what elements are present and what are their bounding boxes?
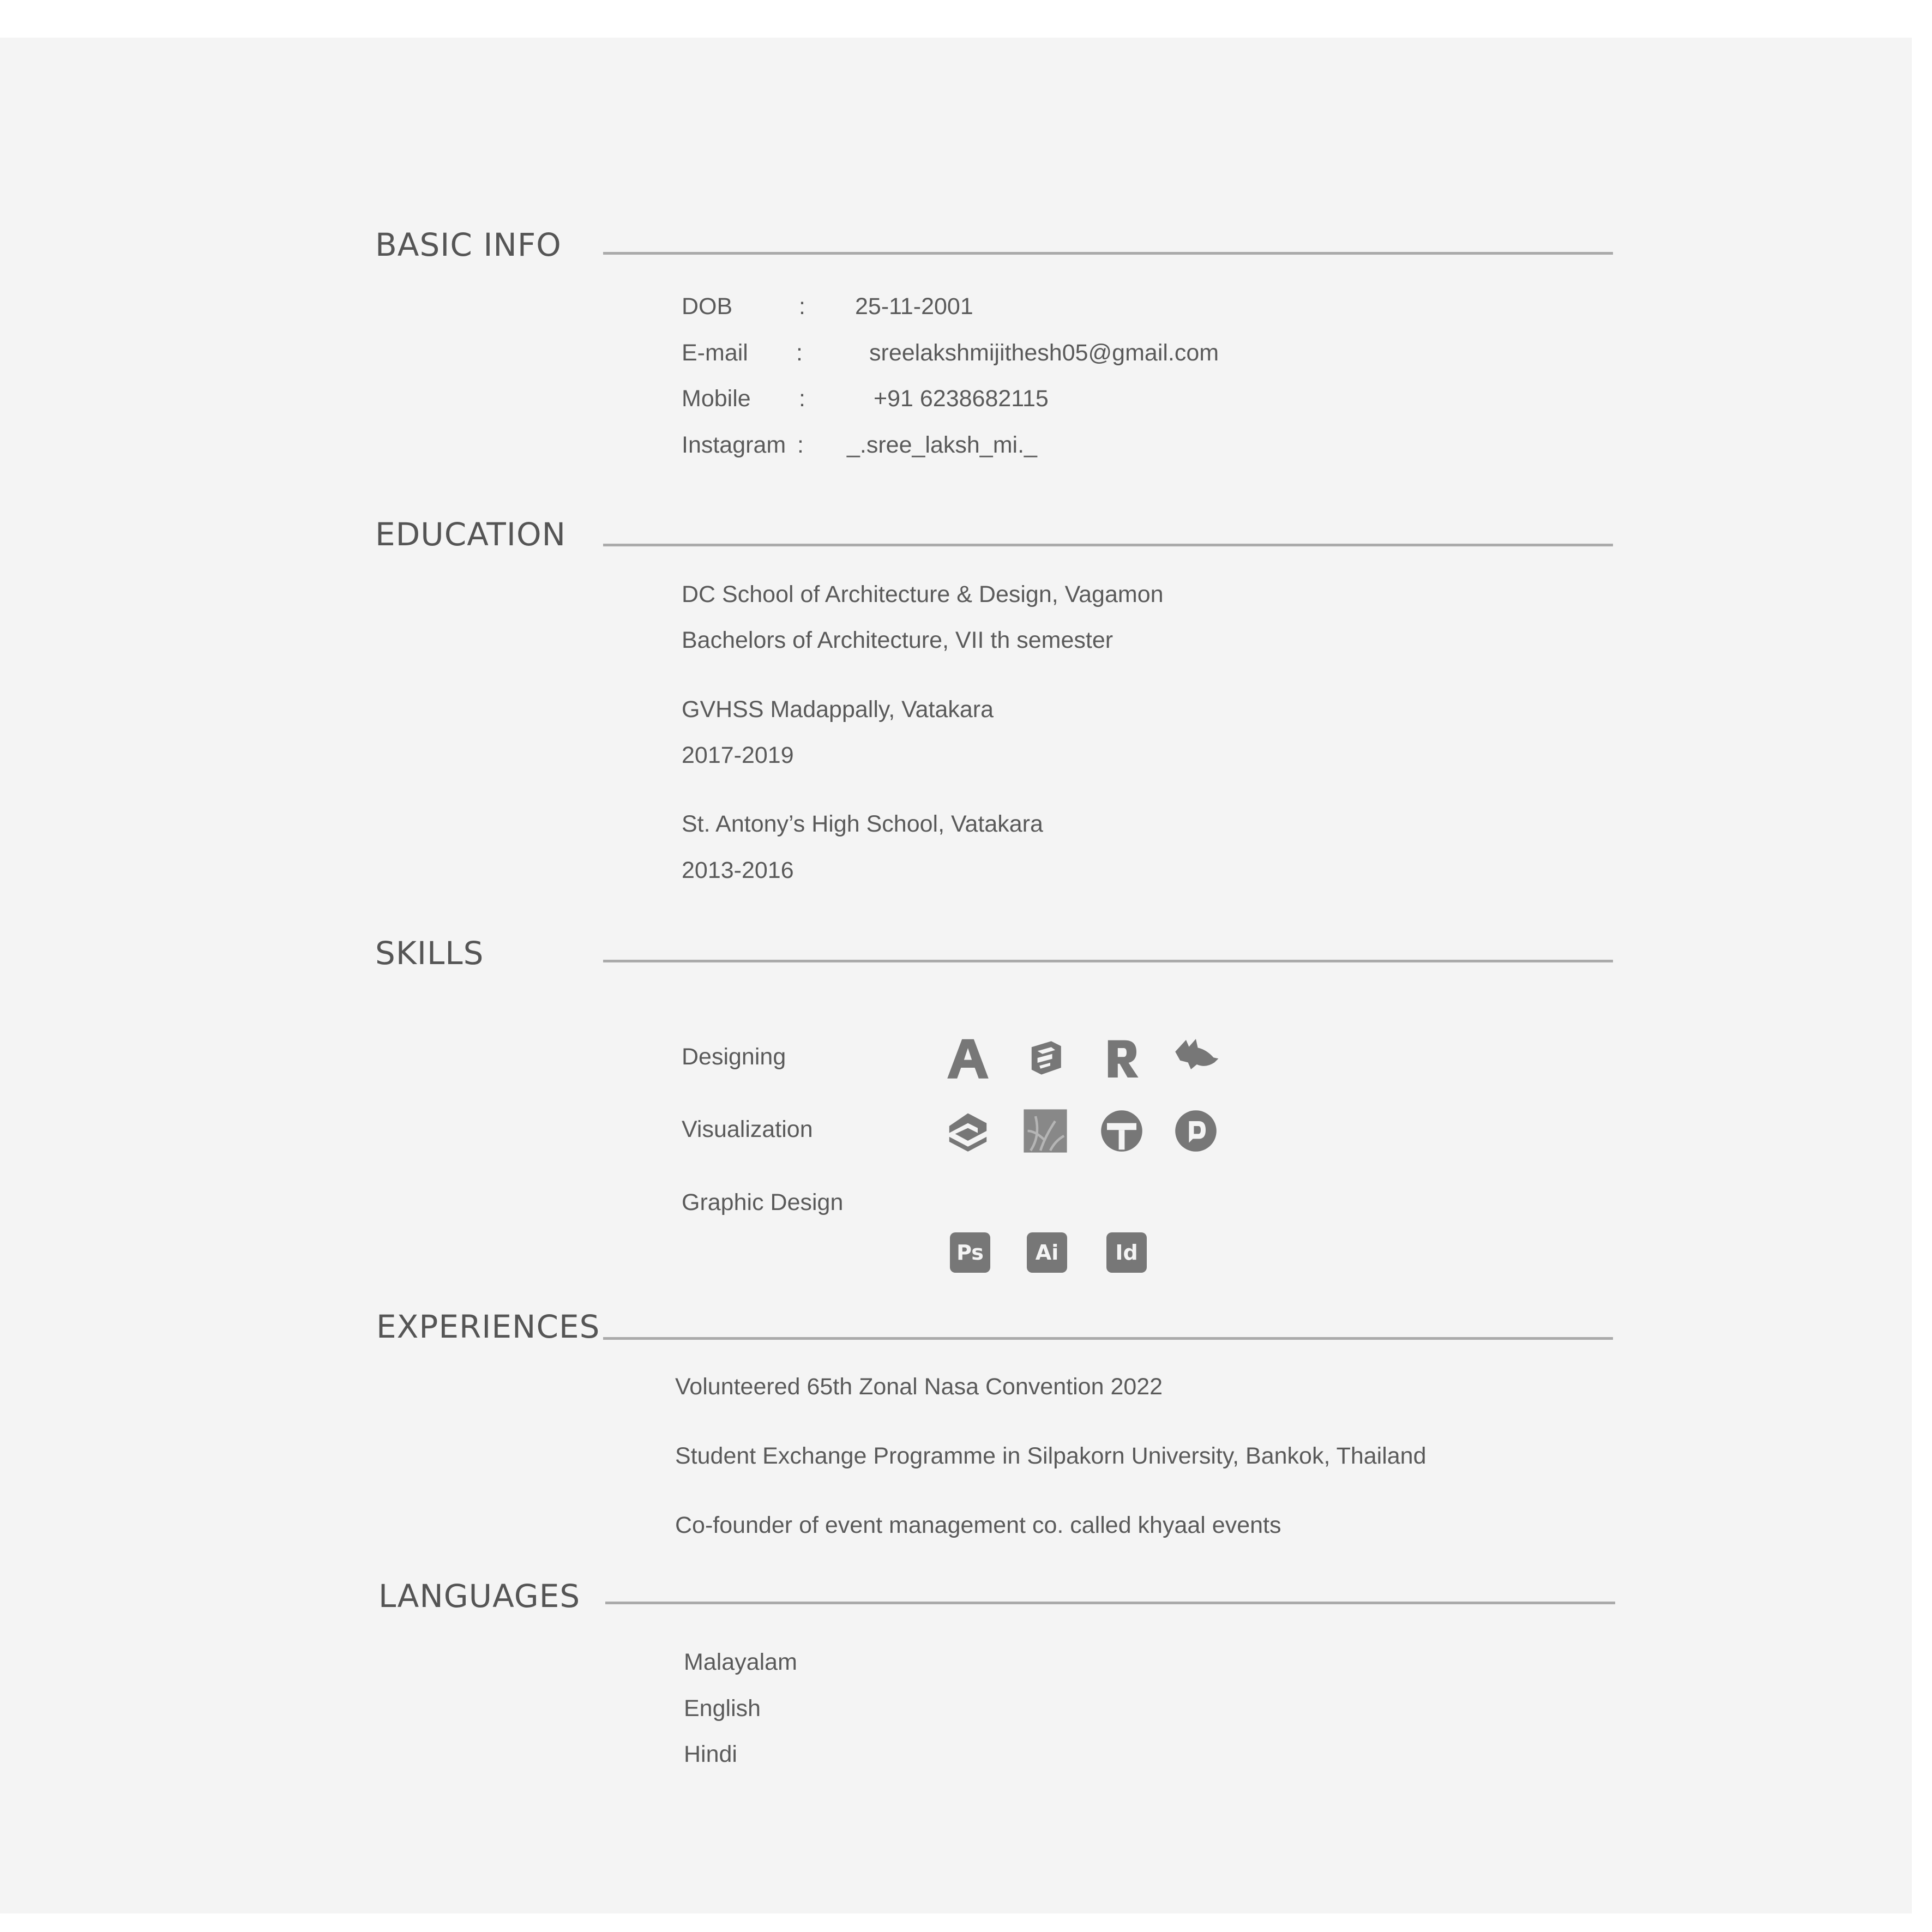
- resume-card: [0, 38, 1912, 1913]
- illustrator-icon: Ai: [1027, 1232, 1067, 1273]
- email-value[interactable]: sreelakshmijithesh05@gmail.com: [869, 340, 1219, 366]
- education-detail: Bachelors of Architecture, VII th semester: [682, 627, 1114, 653]
- photoshop-icon: Ps: [950, 1232, 990, 1273]
- experience-item: Co-founder of event management co. called khyaal events: [675, 1512, 1281, 1538]
- email-label: E-mail: [682, 340, 748, 366]
- autocad-icon: [943, 1033, 992, 1082]
- mobile-value[interactable]: +91 6238682115: [874, 386, 1049, 412]
- experience-item: Student Exchange Programme in Silpakorn University, Bankok, Thailand: [675, 1443, 1427, 1469]
- instagram-separator: :: [797, 432, 804, 458]
- experiences-title: EXPERIENCES: [376, 1308, 600, 1345]
- mobile-label: Mobile: [682, 386, 751, 412]
- indesign-icon: Id: [1106, 1232, 1147, 1273]
- skill-label-visualization: Visualization: [682, 1116, 813, 1142]
- education-school: GVHSS Madappally, Vatakara: [682, 696, 994, 723]
- dob-label: DOB: [682, 293, 733, 320]
- education-detail: 2017-2019: [682, 742, 794, 768]
- lumion-icon: [1021, 1106, 1070, 1155]
- experience-item: Volunteered 65th Zonal Nasa Convention 2022: [675, 1374, 1163, 1400]
- education-detail: 2013-2016: [682, 857, 794, 883]
- rhino-icon: [1171, 1030, 1220, 1079]
- instagram-value[interactable]: _.sree_laksh_mi._: [847, 432, 1037, 458]
- language-item: Hindi: [684, 1741, 737, 1767]
- experiences-rule: [603, 1337, 1613, 1340]
- skill-label-graphic-design: Graphic Design: [682, 1189, 844, 1215]
- twinmotion-icon: [1097, 1106, 1146, 1155]
- instagram-label: Instagram: [682, 432, 786, 458]
- languages-title: LANGUAGES: [378, 1578, 581, 1615]
- enscape-icon: [943, 1106, 992, 1155]
- skills-title: SKILLS: [375, 935, 484, 972]
- languages-rule: [605, 1602, 1615, 1604]
- revit-icon: [1097, 1033, 1146, 1082]
- basic-info-title: BASIC INFO: [375, 226, 562, 263]
- basic-info-rule: [603, 252, 1613, 255]
- education-rule: [603, 544, 1613, 546]
- d5-render-icon: [1171, 1106, 1220, 1155]
- dob-value: 25-11-2001: [855, 293, 973, 320]
- mobile-separator: :: [799, 386, 805, 412]
- education-title: EDUCATION: [375, 516, 567, 553]
- skill-label-designing: Designing: [682, 1044, 786, 1070]
- email-separator: :: [796, 340, 803, 366]
- language-item: English: [684, 1695, 761, 1722]
- dob-separator: :: [799, 293, 805, 320]
- education-school: DC School of Architecture & Design, Vagamon: [682, 581, 1164, 607]
- skills-rule: [603, 960, 1613, 962]
- education-school: St. Antony’s High School, Vatakara: [682, 811, 1043, 837]
- language-item: Malayalam: [684, 1649, 797, 1675]
- sketchup-icon: [1021, 1033, 1070, 1082]
